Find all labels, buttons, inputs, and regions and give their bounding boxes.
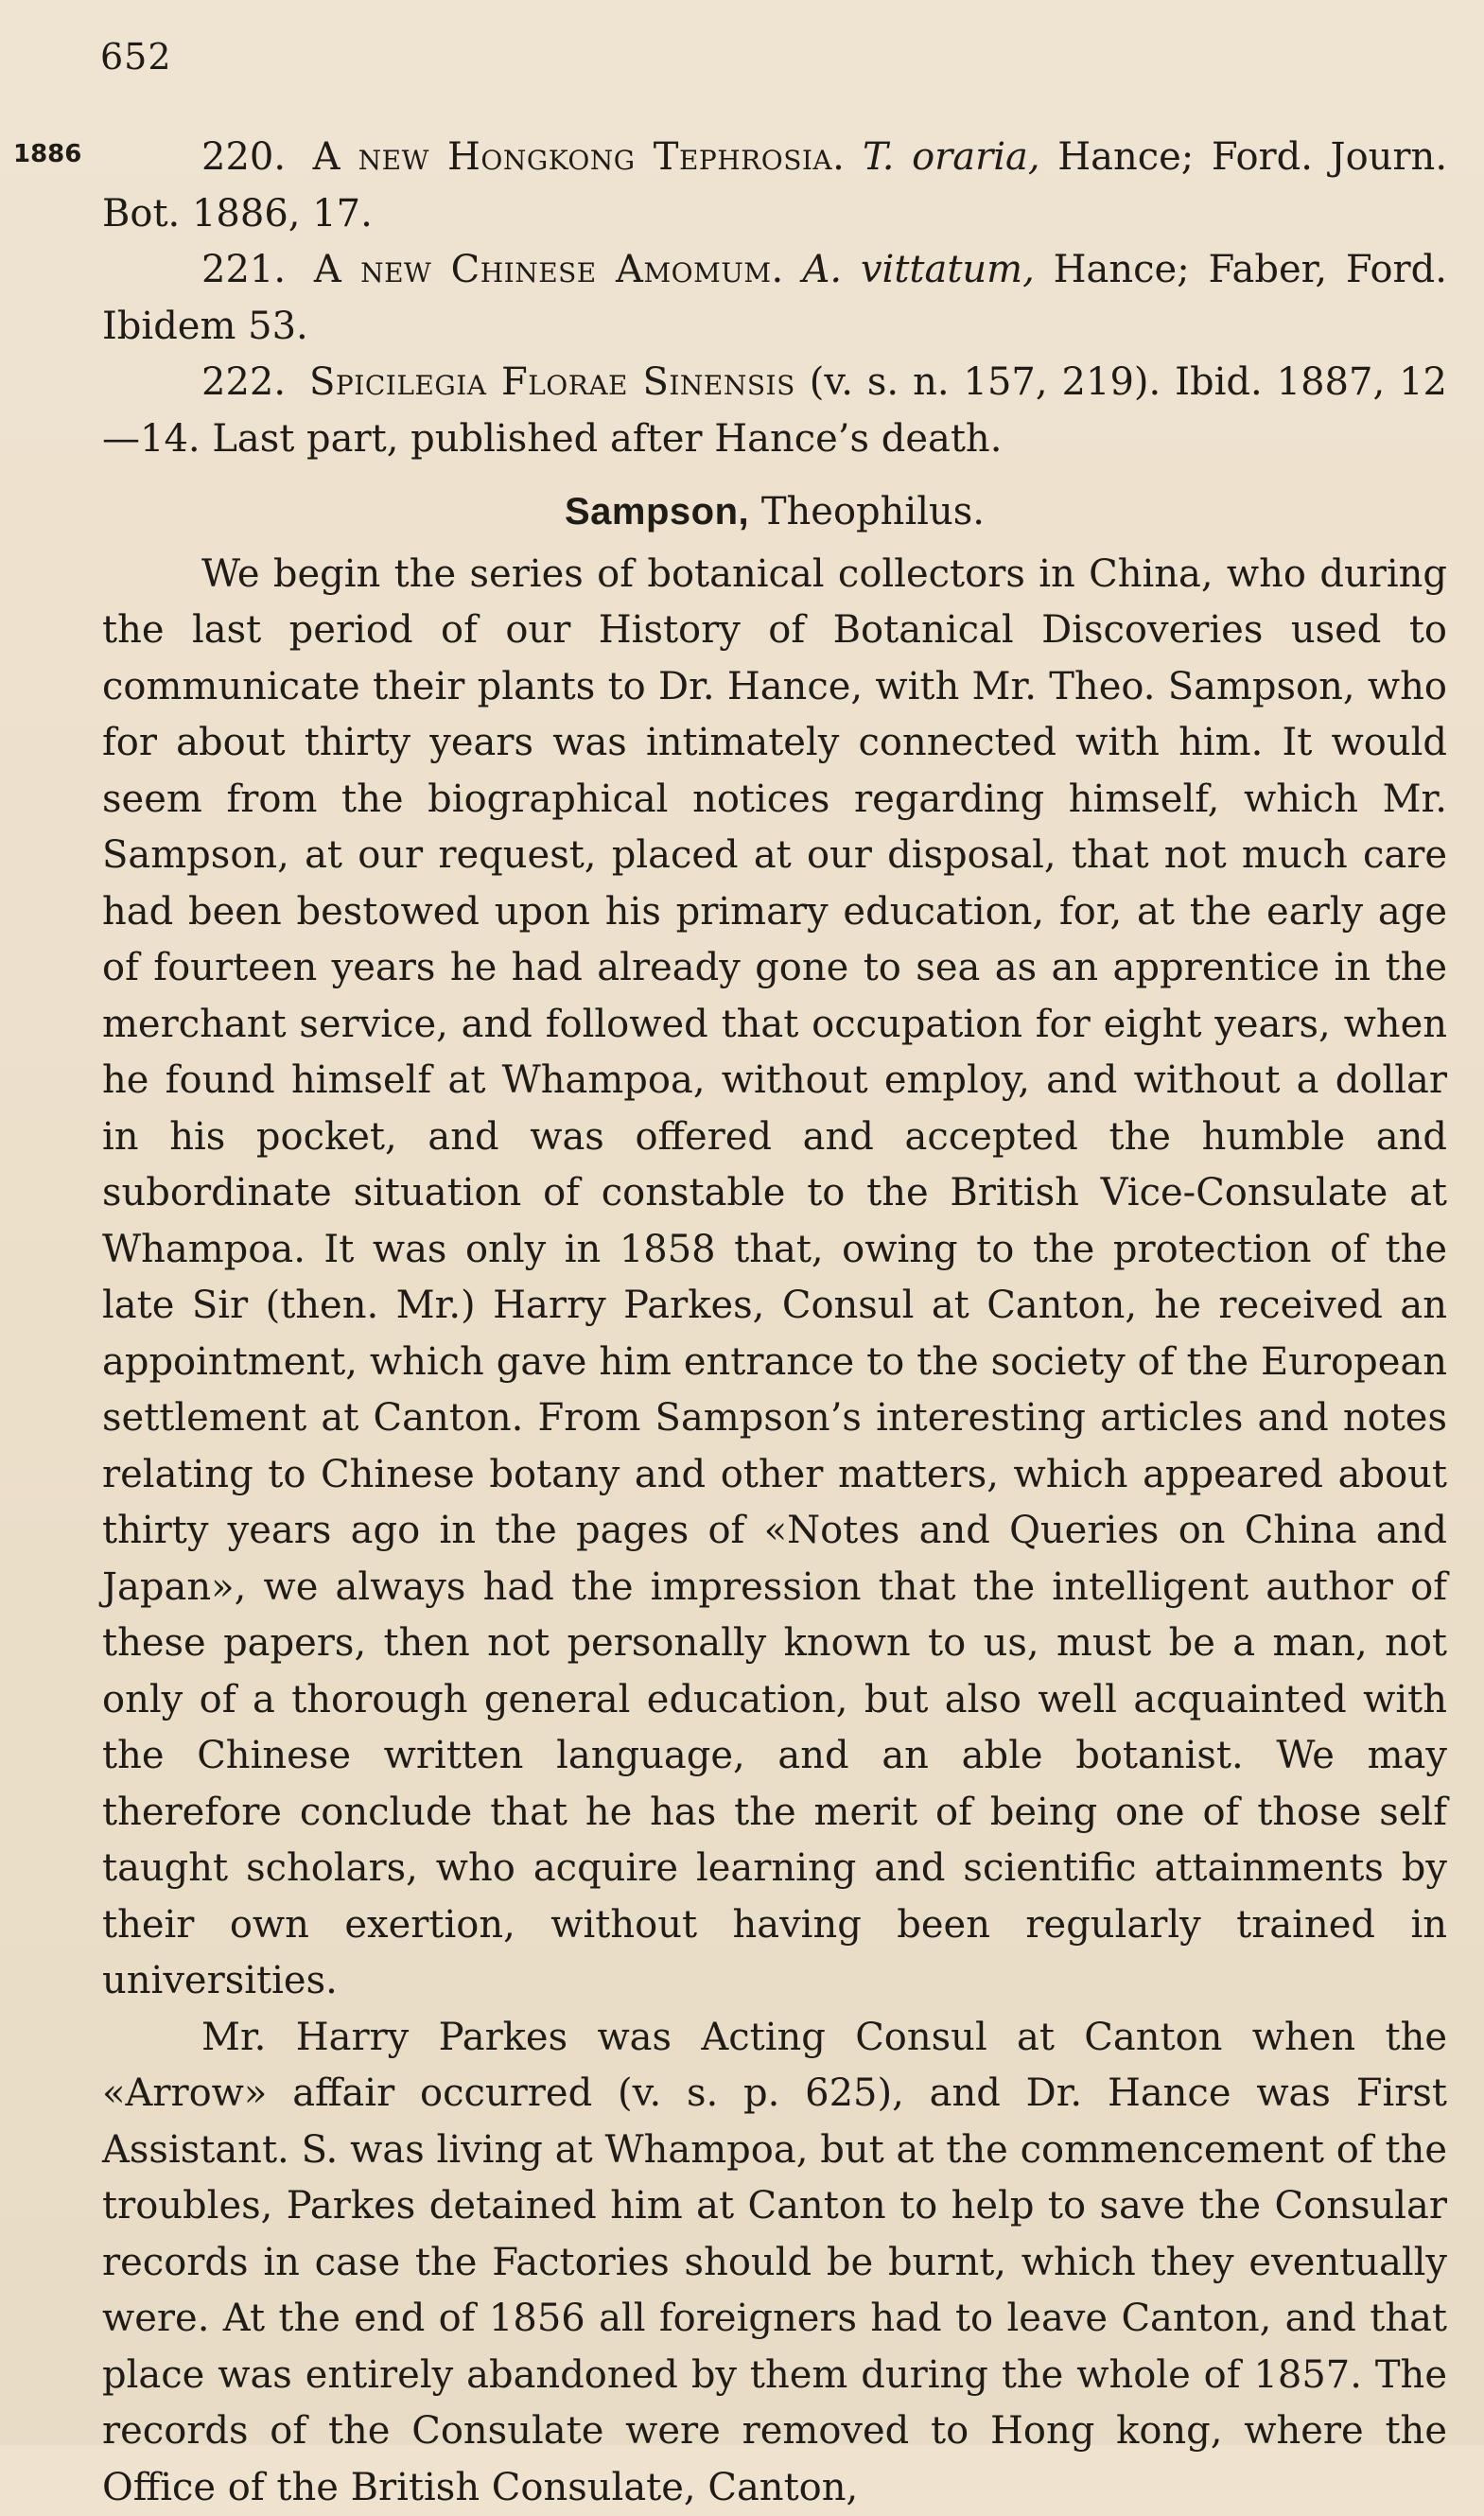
body-paragraph: We begin the series of botanical collectors in China, who during the last period of our History of Botanical Discoveries used to communicate their plants to Dr. Hance, with Mr. Theo. Sampson, who for about thirty years was intimately connected with him. It would seem from the biographical notices regarding himself, which Mr. Sampson, at our request, placed at our disposal, that not much care had been bestowed upon his primary education, for, at the early age of fourteen years he had already gone to sea as an apprentice in the merchant service, and followed that occupation for eight years, when he found himself at Whampoa, without employ, and without a dollar in his pocket, and was offered and accepted the humble and subordinate situation of constable to the British Vice-Consulate at Whampoa. It was only in 1858 that, owing to the protection of the late Sir (then. Mr.) Harry Parkes, Consul at Canton, he received an appointment, which gave him entrance to the society of the European settlement at Canton. From Sampson’s interesting articles and notes relating to Chinese botany and other matters, which appeared about thirty years ago in the pages of «Notes and Queries on China and Japan», we always had the impression that the intelligent author of these papers, then not personally known to us, must be a man, not only of a thorough general education, but also well acquainted with the Chinese written language, and an able botanist. We may therefore conclude that he has the merit of being one of those self taught scholars, who acquire learning and scientific attainments by their own exertion, without having been regularly trained in universities.	[102, 547, 1447, 2010]
entry-citation: Hance; Ford. Journ. Bot. 1886, 17.	[102, 135, 1447, 236]
entry-number: 221.	[201, 248, 286, 291]
bibliography-entry	[102, 355, 1447, 467]
margin-year: 1886	[13, 140, 81, 168]
entry-title: Spicilegia Florae Sinensis	[309, 360, 795, 404]
entry-citation: Hance; Faber, Ford. Ibidem 53.	[102, 248, 1447, 348]
bibliography-entry	[102, 242, 1447, 355]
heading-surname: Sampson,	[565, 491, 749, 533]
entry-title-head: A	[313, 135, 340, 179]
entry-number: 222.	[201, 360, 286, 404]
entry-title: new Chinese Amomum.	[360, 248, 784, 291]
entry-number: 220.	[201, 135, 286, 179]
entry-title: new Hongkong Tephrosia.	[358, 135, 846, 179]
body-paragraph: Mr. Harry Parkes was Acting Consul at Canton when the «Arrow» affair occurred (v. s. p. 625), and Dr. Hance was First Assistant. S. was living at Whampoa, but at the commencement of the troubles, Parkes detained him at Canton to help to save the Consular records in case the Factories should be burnt, which they eventually were. At the end of 1856 all foreigners had to leave Canton, and that place was entirely abandoned by them during the whole of 1857. The records of the Consulate were removed to Hong kong, where the Office of the British Consulate, Canton,	[102, 2010, 1447, 2516]
section-heading	[102, 484, 1447, 541]
page-body	[102, 130, 1447, 2516]
entry-species: T. oraria,	[863, 135, 1040, 179]
bibliography-entry	[102, 130, 1447, 242]
page-number: 652	[100, 36, 172, 78]
entry-citation: (v. s. n. 157, 219). Ibid. 1887, 12—14. Last part, published after Hance’s death.	[102, 360, 1447, 461]
bibliography-entries	[102, 130, 1447, 467]
entry-title-head: A	[314, 248, 341, 291]
entry-species: A. vittatum,	[803, 248, 1035, 291]
heading-given-name: Theophilus.	[761, 490, 985, 533]
